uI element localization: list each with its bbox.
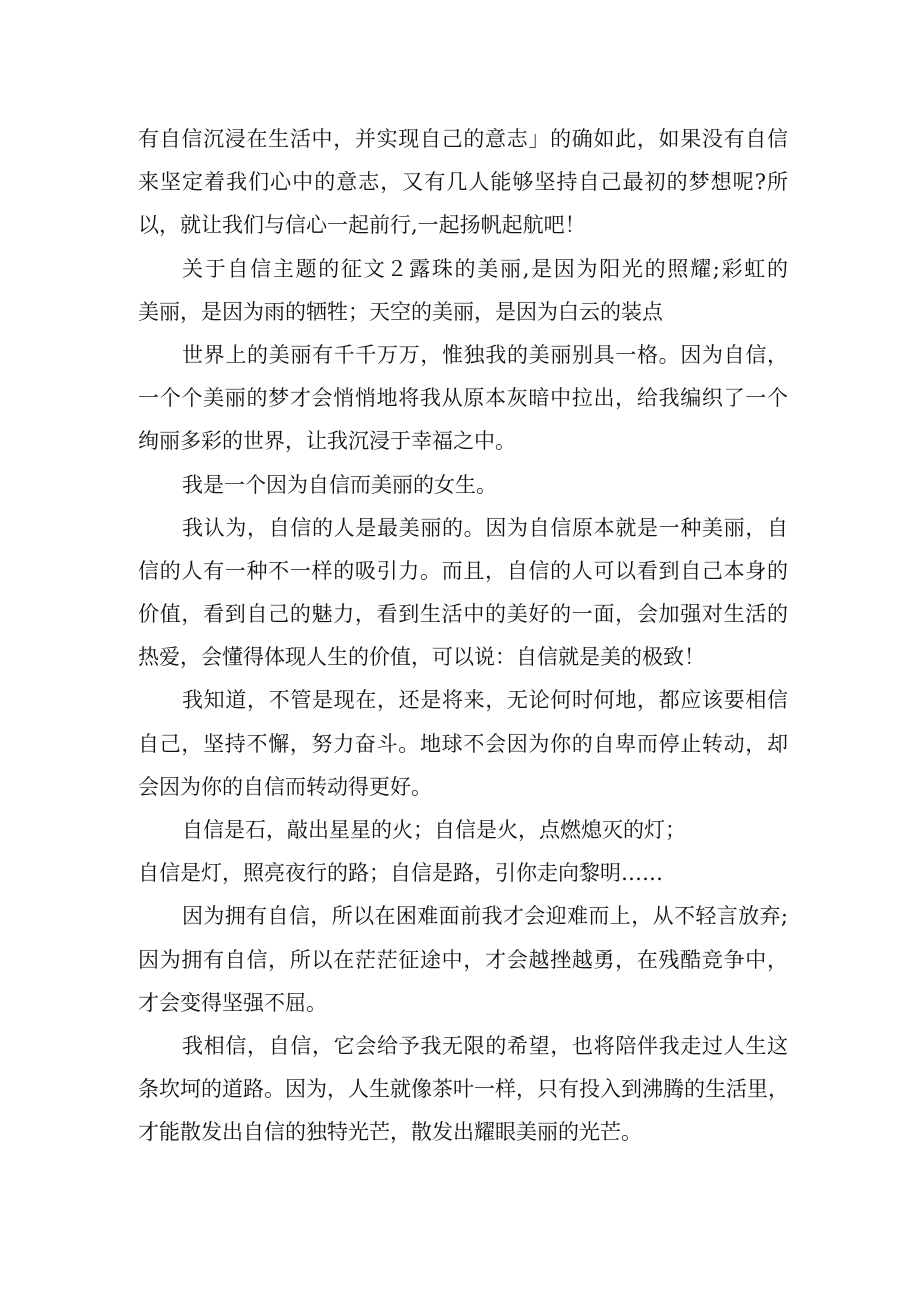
text-line: 热爱，会懂得体现人生的价值，可以说：自信就是美的极致！ bbox=[138, 645, 705, 670]
text-line: 有自信沉浸在生活中，并实现自己的意志」的确如此，如果没有自信 bbox=[138, 127, 788, 151]
text-line: 以，就让我们与信心一起前行,一起扬帆起航吧！ bbox=[138, 213, 586, 238]
text-line: 自信是灯，照亮夜行的路；自信是路，引你走向黎明…… bbox=[138, 861, 663, 886]
essay-body bbox=[138, 118, 788, 1155]
text-line: 因为拥有自信，所以在困难面前我才会迎难而上，从不轻言放弃; bbox=[182, 904, 788, 929]
text-line: 自己，坚持不懈，努力奋斗。地球不会因为你的自卑而停止转动，却 bbox=[138, 731, 788, 756]
text-line: 才能散发出自信的独特光芒，散发出耀眼美丽的光芒。 bbox=[138, 1120, 642, 1145]
text-line: 信的人有一种不一样的吸引力。而且，自信的人可以看到自己本身的 bbox=[138, 558, 788, 583]
text-line: 美丽，是因为雨的牺牲；天空的美丽，是因为白云的装点 bbox=[138, 299, 663, 324]
text-line: 因为拥有自信，所以在茫茫征途中，才会越挫越勇，在残酷竞争中， bbox=[138, 947, 788, 972]
text-line: 世界上的美丽有千千万万，惟独我的美丽别具一格。因为自信， bbox=[182, 342, 788, 367]
text-line: 来坚定着我们心中的意志，又有几人能够坚持自己最初的梦想呢?所 bbox=[138, 170, 788, 195]
text-line: 一个个美丽的梦才会悄悄地将我从原本灰暗中拉出，给我编织了一个 bbox=[138, 386, 788, 411]
text-line: 自信是石，敲出星星的火；自信是火，点燃熄灭的灯； bbox=[182, 818, 686, 842]
text-line: 我相信，自信，它会给予我无限的希望，也将陪伴我走过人生这 bbox=[182, 1033, 788, 1058]
text-line: 我认为，自信的人是最美丽的。因为自信原本就是一种美丽，自 bbox=[182, 515, 788, 540]
text-line: 才会变得坚强不屈。 bbox=[138, 990, 327, 1015]
text-line: 我是一个因为自信而美丽的女生。 bbox=[182, 472, 497, 497]
text-line: 绚丽多彩的世界，让我沉浸于幸福之中。 bbox=[138, 429, 516, 454]
text-line: 我知道，不管是现在，还是将来，无论何时何地，都应该要相信 bbox=[182, 688, 788, 713]
text-line: 会因为你的自信而转动得更好。 bbox=[138, 774, 432, 799]
text-line: 关于自信主题的征文２露珠的美丽,是因为阳光的照耀;彩虹的 bbox=[182, 256, 788, 281]
text-line: 价值，看到自己的魅力，看到生活中的美好的一面，会加强对生活的 bbox=[138, 602, 788, 627]
text-line: 条坎坷的道路。因为，人生就像茶叶一样，只有投入到沸腾的生活里， bbox=[138, 1077, 789, 1102]
